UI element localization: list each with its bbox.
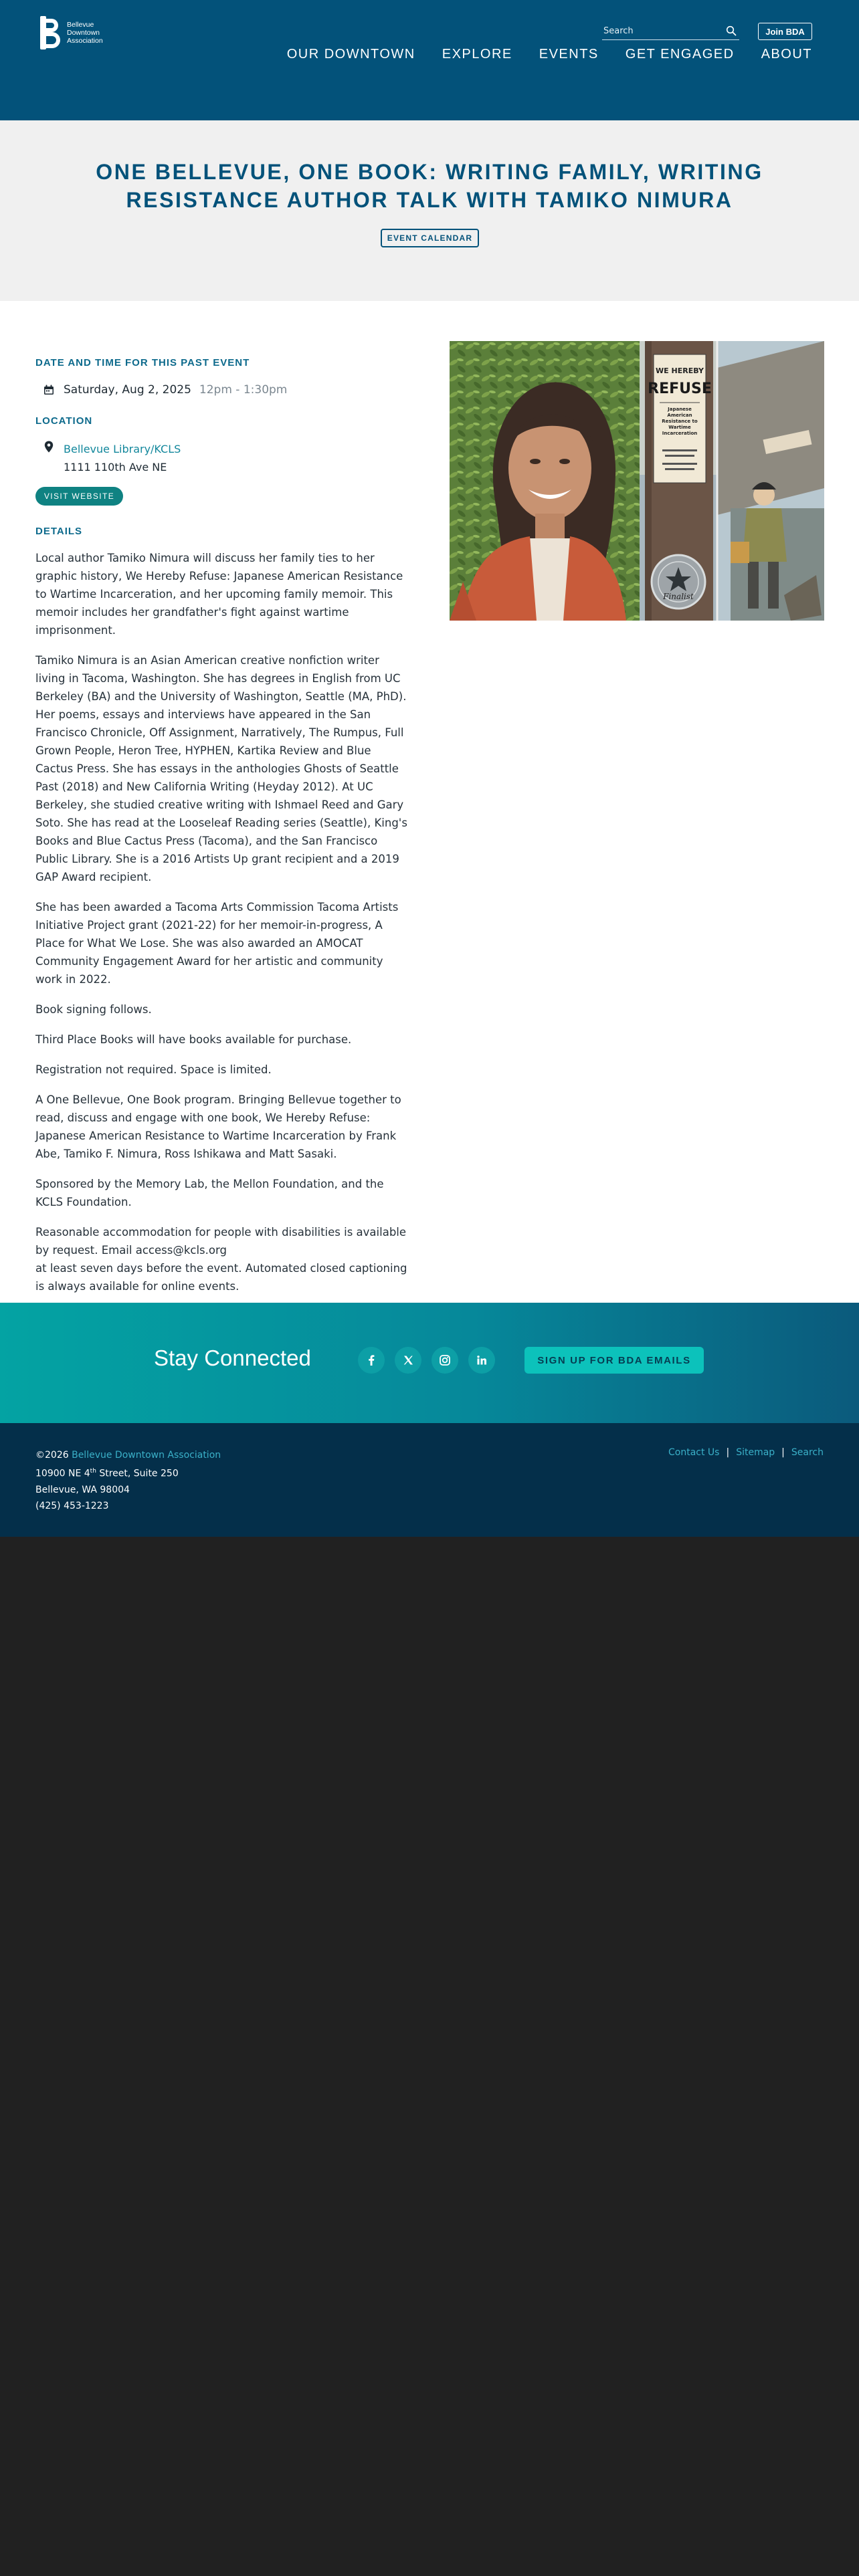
header-search (602, 23, 739, 40)
footer-address-line-1 (35, 1463, 221, 1482)
details-paragraph: She has been awarded a Tacoma Arts Commission Tacoma Artists Initiative Project grant (2021-22) for her memoir-in-progress, A Place for What We Lose. She was also awarded an AMOCAT Community Engagement Award for her artistic and community work in 2022. (35, 901, 399, 986)
footer-links (668, 1447, 824, 1458)
event-photo (450, 341, 824, 621)
footer-contact-link[interactable]: Contact Us (668, 1447, 720, 1458)
location-link[interactable]: Bellevue Library/KCLS (64, 443, 181, 455)
address-1-sup: th (90, 1468, 96, 1475)
details-paragraph: Third Place Books will have books available for purchase. (35, 1033, 352, 1046)
date-time-heading: DATE AND TIME FOR THIS PAST EVENT (35, 357, 250, 368)
footer-phone: (425) 453-1223 (35, 1500, 109, 1511)
book-subtitle: Japanese American Resistance to Wartime Incarceration (662, 407, 698, 436)
nav-get-engaged[interactable]: GET ENGAGED (625, 47, 735, 62)
event-calendar-button[interactable]: EVENT CALENDAR (381, 229, 479, 247)
email-signup-button[interactable]: SIGN UP FOR BDA EMAILS (524, 1347, 704, 1374)
footer-contact (35, 1447, 221, 1514)
nav-explore[interactable]: EXPLORE (442, 47, 512, 62)
logo-line: Downtown (67, 29, 100, 37)
footer-copyright-line (35, 1447, 221, 1463)
join-bda-button[interactable]: Join BDA (758, 23, 812, 40)
details-paragraph: Registration not required. Space is limited. (35, 1063, 272, 1076)
location-heading: LOCATION (35, 415, 93, 427)
location-address: 1111 110th Ave NE (64, 461, 167, 473)
x-link[interactable] (395, 1347, 421, 1374)
nav-events[interactable]: EVENTS (539, 47, 599, 62)
footer-sitemap-link[interactable]: Sitemap (736, 1447, 775, 1458)
book-title-main: REFUSE (648, 381, 712, 397)
calendar-icon (43, 385, 54, 395)
footer-search-link[interactable]: Search (791, 1447, 824, 1458)
stay-connected-band (0, 1303, 859, 1423)
details-heading: DETAILS (35, 526, 83, 537)
event-time: 12pm - 1:30pm (199, 383, 288, 397)
details-paragraph: Tamiko Nimura is an Asian American creative nonfiction writer living in Tacoma, Washington. She has degrees in English from UC Berkeley (BA) and the University of Washington, Seattle (MA, PhD). Her poems, essays and interviews have appeared in the San Francisco Chronicle, Off Assignment, Narratively, The Rumpus, Full Grown People, Heron Tree, HYPHEN, Kartika Review and Blue Cactus Press. She has essays in the anthologies Ghosts of Seattle Past (2018) and New California Writing (Heyday 2012). At UC Berkeley, she studied creative writing with Ishmael Reed and Gary Soto. She has read at the Looseleaf Reading series (Seattle), King's Books and Blue Cactus Press (Tacoma), and the San Francisco Public Library. She is a 2016 Artists Up grant recipient and a 2019 GAP Award recipient. (35, 654, 407, 883)
copyright-text: ©2026 (35, 1450, 69, 1461)
details-paragraph: Sponsored by the Memory Lab, the Mellon Foundation, and the KCLS Foundation. (35, 1178, 384, 1208)
logo-text (67, 21, 103, 45)
facebook-icon (365, 1354, 378, 1367)
stay-connected-title: Stay Connected (154, 1346, 311, 1370)
site-footer (0, 1423, 859, 1537)
event-date: Saturday, Aug 2, 2025 (64, 383, 191, 397)
footer-separator: | (726, 1447, 730, 1458)
address-1-post: Street, Suite 250 (96, 1468, 179, 1479)
linkedin-icon (475, 1354, 488, 1367)
title-band (0, 120, 859, 301)
nav-about[interactable]: ABOUT (761, 47, 812, 62)
book-seal-text: Finalist (663, 592, 694, 601)
logo-line: Bellevue (67, 21, 94, 29)
date-row (35, 383, 410, 397)
details-paragraph: A One Bellevue, One Book program. Bringing Bellevue together to read, discuss and engage with one book, We Hereby Refuse: Japanese American Resistance to Wartime Incarceration by Frank Abe, Tamiko F. Nimura, Ross Ishikawa and Matt Sasaki. (35, 1093, 401, 1160)
location-lines (64, 440, 181, 476)
details-paragraph: Local author Tamiko Nimura will discuss her family ties to her graphic history, We Hereby Refuse: Japanese American Resistance to Wartime Incarceration, and her upcoming family memoir. This memoir includes her grandfather's fight against wartime imprisonment. (35, 552, 403, 637)
x-icon (401, 1354, 415, 1367)
details-paragraph: Reasonable accommodation for people with disabilities is available by request. Email access@kcls.org at least seven days before the event. Automated closed captioning is always available for online events. (35, 1226, 407, 1293)
event-main (0, 301, 859, 1303)
details-paragraph: Book signing follows. (35, 1003, 152, 1016)
page-title: ONE BELLEVUE, ONE BOOK: WRITING FAMILY, WRITING RESISTANCE AUTHOR TALK WITH TAMIKO NIMURA (96, 160, 763, 212)
location-row (35, 440, 410, 476)
event-details-column (35, 357, 410, 1295)
instagram-link[interactable] (432, 1347, 458, 1374)
footer-address-line-2: Bellevue, WA 98004 (35, 1484, 130, 1495)
map-pin-icon (44, 441, 54, 453)
visit-website-button[interactable]: VISIT WEBSITE (35, 487, 123, 506)
footer-org-link[interactable]: Bellevue Downtown Association (72, 1450, 221, 1461)
facebook-link[interactable] (358, 1347, 385, 1374)
linkedin-link[interactable] (468, 1347, 495, 1374)
site-header (0, 0, 859, 120)
bda-logo[interactable] (39, 16, 103, 49)
logo-line: Association (67, 37, 103, 45)
nav-our-downtown[interactable]: OUR DOWNTOWN (286, 47, 415, 62)
main-nav (260, 47, 812, 62)
instagram-icon (438, 1354, 452, 1367)
search-icon[interactable] (726, 25, 737, 36)
address-1-pre: 10900 NE 4 (35, 1468, 90, 1479)
book-title-top: WE HEREBY (656, 366, 704, 375)
search-input[interactable] (602, 23, 719, 39)
footer-separator: | (781, 1447, 785, 1458)
bda-logo-mark-icon (39, 16, 60, 49)
author-and-book-image (450, 341, 824, 621)
